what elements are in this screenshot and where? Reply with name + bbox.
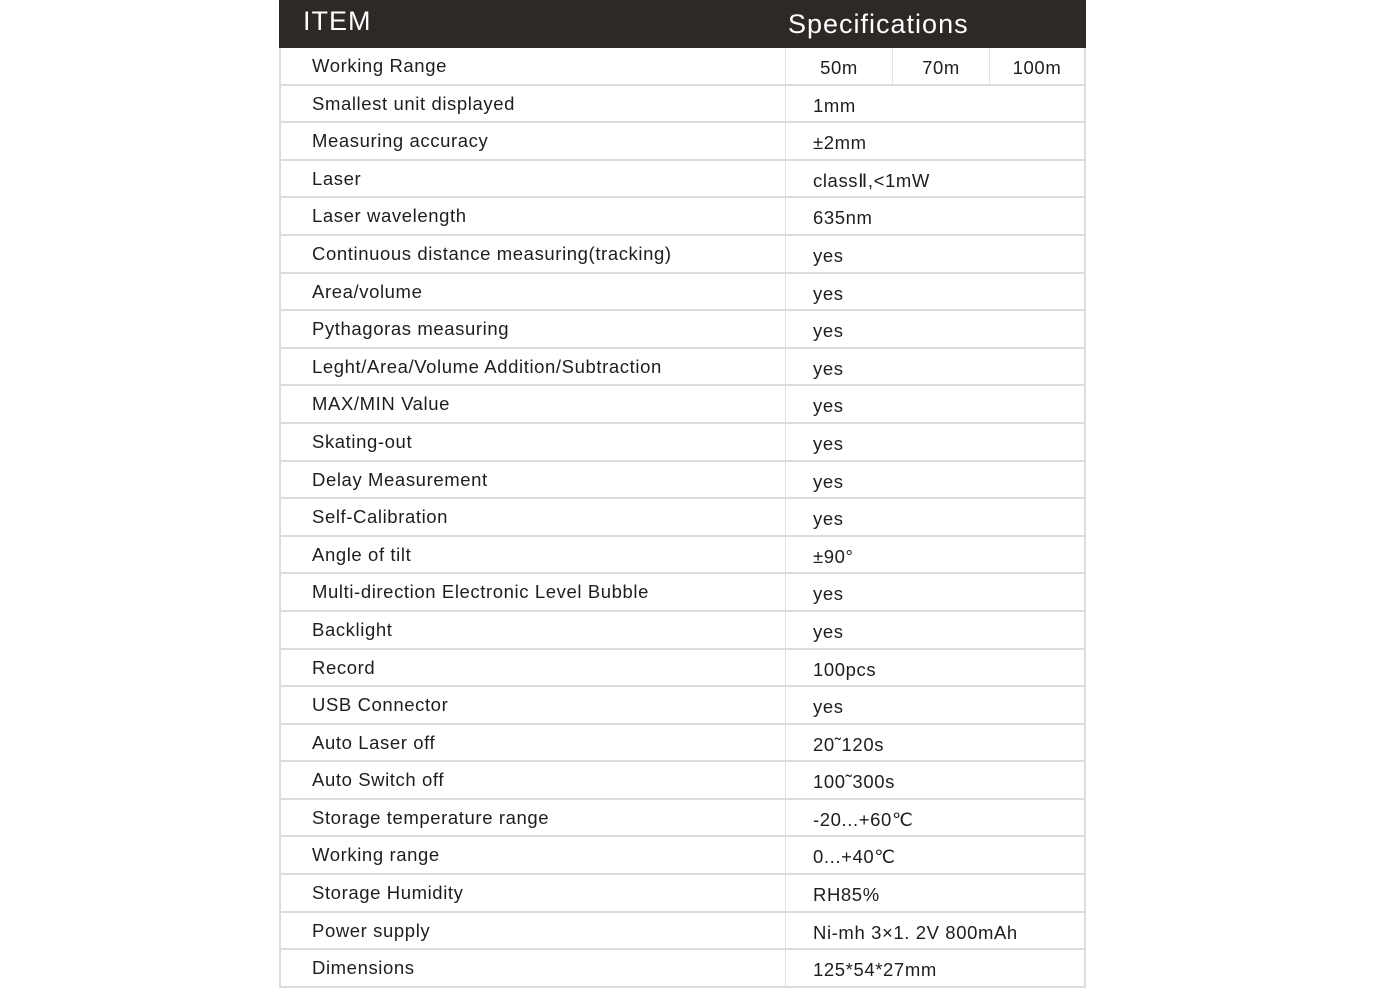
table-row: [281, 198, 1084, 236]
table-row: [281, 424, 1084, 462]
table-row: [281, 650, 1084, 688]
table-row: [281, 123, 1084, 161]
range-value-70m: 70m: [893, 48, 990, 84]
row-label: Self-Calibration: [281, 499, 786, 535]
spec-table: [279, 0, 1086, 988]
table-row: [281, 236, 1084, 274]
row-label: Angle of tilt: [281, 537, 786, 573]
row-label: Auto Laser off: [281, 725, 786, 761]
row-label: Skating-out: [281, 424, 786, 460]
row-label: Working Range: [281, 48, 786, 84]
row-value: -20...+60℃: [813, 808, 914, 830]
range-value-50m: 50m: [786, 48, 893, 84]
row-value: classⅡ,<1mW: [813, 169, 930, 191]
row-label: Measuring accuracy: [281, 123, 786, 159]
table-row: [281, 875, 1084, 913]
table-row: [281, 950, 1084, 988]
table-row: [281, 913, 1084, 951]
row-label: USB Connector: [281, 687, 786, 723]
row-value: yes: [813, 508, 844, 530]
table-row: [281, 837, 1084, 875]
row-value: 125*54*27mm: [813, 959, 937, 981]
table-row: [281, 499, 1084, 537]
row-value: yes: [813, 620, 844, 642]
table-row: [281, 311, 1084, 349]
row-label: MAX/MIN Value: [281, 386, 786, 422]
row-label: Area/volume: [281, 274, 786, 310]
table-row: [281, 762, 1084, 800]
working-range-values: [786, 48, 1084, 84]
row-value: yes: [813, 357, 844, 379]
table-row: [281, 612, 1084, 650]
row-label: Leght/Area/Volume Addition/Subtraction: [281, 349, 786, 385]
row-label: Smallest unit displayed: [281, 86, 786, 122]
row-label: Working range: [281, 837, 786, 873]
row-label: Auto Switch off: [281, 762, 786, 798]
table-body: [279, 48, 1086, 988]
row-value: 100pcs: [813, 658, 877, 680]
table-row: [281, 462, 1084, 500]
row-label: Delay Measurement: [281, 462, 786, 498]
row-value: yes: [813, 696, 844, 718]
row-value: yes: [813, 470, 844, 492]
table-row-working-range: [281, 48, 1084, 86]
row-value: yes: [813, 244, 844, 266]
row-label: Laser: [281, 161, 786, 197]
row-label: Pythagoras measuring: [281, 311, 786, 347]
row-value: yes: [813, 282, 844, 304]
row-value: 20˜120s: [813, 733, 885, 755]
table-row: [281, 161, 1084, 199]
row-value: RH85%: [813, 884, 880, 906]
row-value: 100˜300s: [813, 771, 895, 793]
row-label: Backlight: [281, 612, 786, 648]
table-row: [281, 574, 1084, 612]
row-value: yes: [813, 583, 844, 605]
table-row: [281, 274, 1084, 312]
row-value: yes: [813, 395, 844, 417]
row-value: Ni-mh 3×1. 2V 800mAh: [813, 921, 1018, 943]
row-label: Dimensions: [281, 950, 786, 986]
row-label: Storage temperature range: [281, 800, 786, 836]
table-row: [281, 349, 1084, 387]
table-row: [281, 800, 1084, 838]
row-label: Multi-direction Electronic Level Bubble: [281, 574, 786, 610]
row-label: Record: [281, 650, 786, 686]
header-item: ITEM: [303, 6, 372, 36]
table-row: [281, 386, 1084, 424]
range-value-100m: 100m: [1012, 57, 1062, 78]
table-row: [281, 725, 1084, 763]
header-specifications: Specifications: [788, 9, 969, 39]
row-value: 0...+40℃: [813, 846, 896, 868]
table-header: [279, 0, 1086, 48]
row-value: yes: [813, 432, 844, 454]
row-value: ±90°: [813, 545, 854, 567]
row-label: Storage Humidity: [281, 875, 786, 911]
row-value: 1mm: [813, 94, 856, 116]
table-row: [281, 687, 1084, 725]
row-label: Continuous distance measuring(tracking): [281, 236, 786, 272]
row-label: Laser wavelength: [281, 198, 786, 234]
row-value: yes: [813, 320, 844, 342]
row-value: 635nm: [813, 207, 873, 229]
row-label: Power supply: [281, 913, 786, 949]
row-value: ±2mm: [813, 132, 867, 154]
table-row: [281, 86, 1084, 124]
table-row: [281, 537, 1084, 575]
